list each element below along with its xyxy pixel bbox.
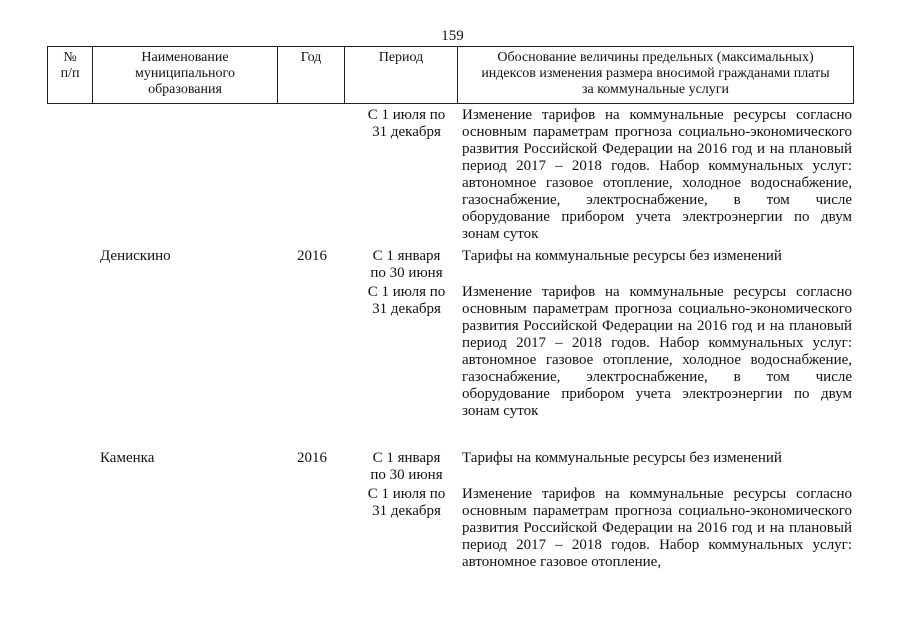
period-cell: С 1 июля по 31 декабря: [367, 107, 446, 140]
basis-cell: Изменение тарифов на коммунальные ресурсы согласно основным параметрам прогноза социально-экономического развития Российской Федерации на 2016 год и на плановый период 2017 – 2018 годов. Набор коммунальных услуг: автономное газовое отопление, холодное водоснабжение, газоснабжение, электроснабжение, в том числе оборудование прибором учета электроэнергии по двум зонам суток: [462, 107, 852, 242]
header-basis: Обоснование величины предельных (максимальных) индексов изменения размера вносимой гражданами платы за коммунальные услуги: [457, 47, 854, 103]
period-cell: С 1 июля по 31 декабря: [367, 284, 446, 317]
municipality-cell: Каменка: [100, 450, 155, 466]
table-header: [47, 46, 854, 104]
basis-cell: Тарифы на коммунальные ресурсы без изменений: [462, 248, 782, 264]
period-cell: С 1 января по 30 июня: [370, 248, 443, 281]
period-cell: С 1 января по 30 июня: [370, 450, 443, 483]
header-year: Год: [277, 47, 344, 103]
basis-cell: Тарифы на коммунальные ресурсы без изменений: [462, 450, 782, 466]
year-cell: 2016: [297, 450, 327, 466]
basis-cell: Изменение тарифов на коммунальные ресурсы согласно основным параметрам прогноза социально-экономического развития Российской Федерации на 2016 год и на плановый период 2017 – 2018 годов. Набор коммунальных услуг: автономное газовое отопление,: [462, 486, 852, 570]
header-number: № п/п: [47, 47, 92, 103]
page-number: 159: [441, 28, 464, 44]
basis-cell: Изменение тарифов на коммунальные ресурсы согласно основным параметрам прогноза социально-экономического развития Российской Федерации на 2016 год и на плановый период 2017 – 2018 годов. Набор коммунальных услуг: автономное газовое отопление, холодное водоснабжение, газоснабжение, электроснабжение, в том числе оборудование прибором учета электроэнергии по двум зонам суток: [462, 284, 852, 419]
municipality-cell: Денискино: [100, 248, 171, 264]
year-cell: 2016: [297, 248, 327, 264]
header-municipality: Наименование муниципального образования: [92, 47, 277, 103]
header-period: Период: [344, 47, 457, 103]
period-cell: С 1 июля по 31 декабря: [367, 486, 446, 519]
